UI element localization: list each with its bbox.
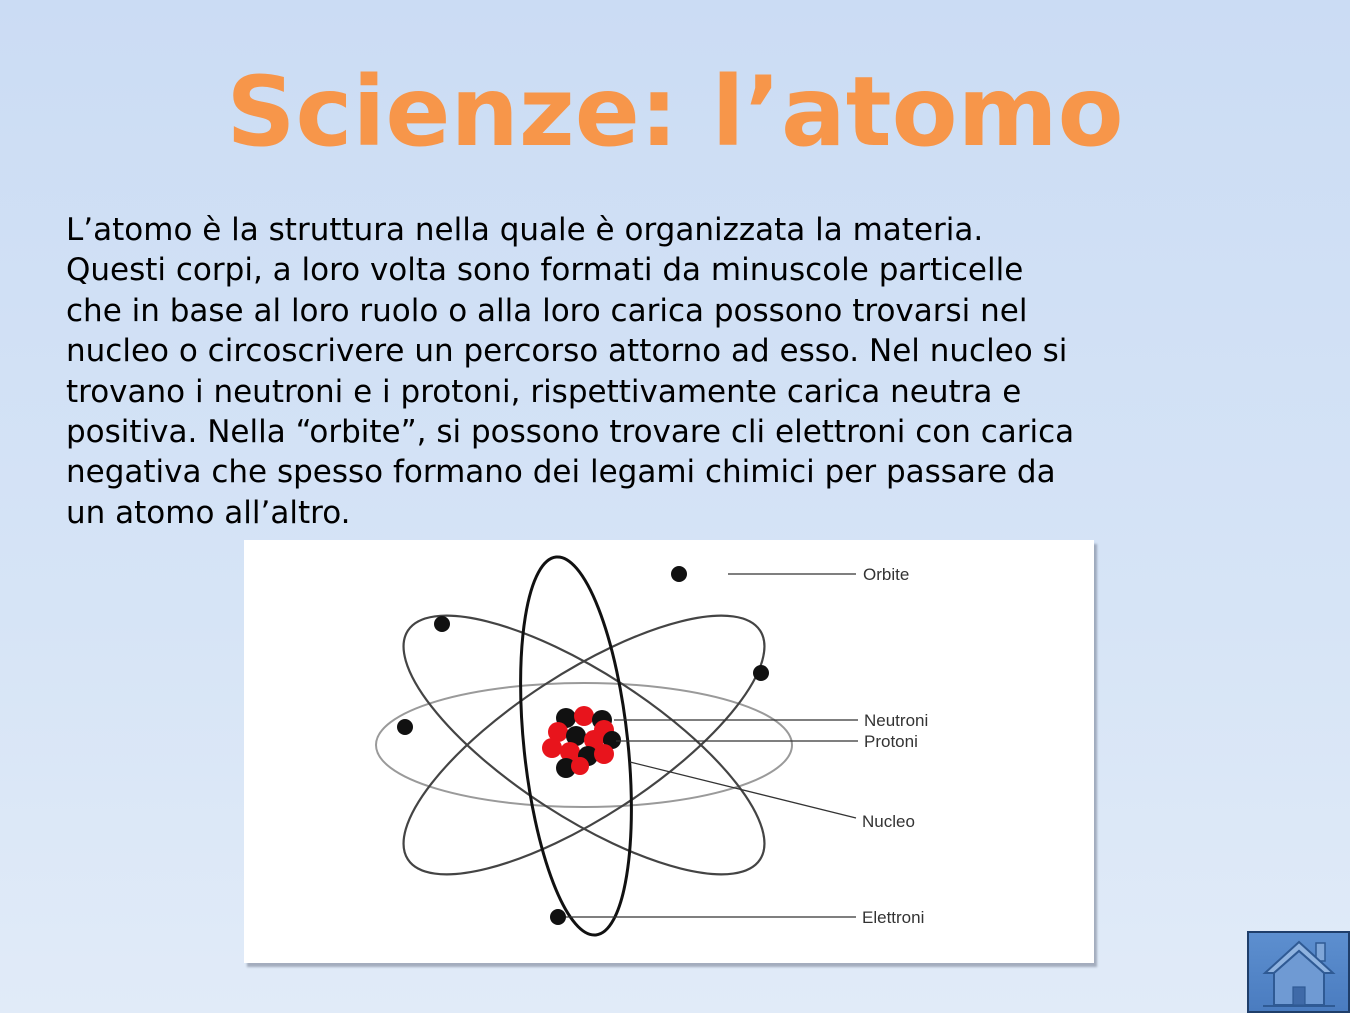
atom-diagram	[244, 540, 1094, 963]
label-nucleo: Nucleo	[862, 812, 915, 831]
electron	[753, 665, 769, 681]
leader-line-nucleo	[630, 762, 856, 818]
label-neutroni: Neutroni	[864, 711, 929, 730]
proton	[594, 744, 614, 764]
nucleus	[542, 706, 621, 778]
proton	[542, 738, 562, 758]
electron	[397, 719, 413, 735]
home-button[interactable]	[1247, 931, 1350, 1013]
electron	[671, 566, 687, 582]
label-protoni: Protoni	[864, 732, 918, 751]
orbit-tilted-right	[369, 570, 800, 920]
slide-body-text: L’atomo è la struttura nella quale è organizzata la materia. Questi corpi, a loro volta sono formati da minuscole particelle che in base al loro ruolo o alla loro carica possono trovarsi nel nucleo o circoscrivere un percorso attorno ad esso. Nel nucleo si trovano i neutroni e i protoni, rispettivamente carica neutra e positiva. Nella “orbite”, si possono trovare cli elettroni con carica negativa che spesso formano dei legami chimici per passare da un atomo all’altro.	[66, 212, 1075, 531]
electron	[550, 909, 566, 925]
orbit-tilted-left	[369, 570, 800, 920]
proton	[571, 757, 589, 775]
slide-title: Scienze: l’atomo	[226, 56, 1124, 168]
proton	[574, 706, 594, 726]
electron	[434, 616, 450, 632]
home-icon	[1249, 933, 1348, 1011]
label-orbite: Orbite	[863, 565, 910, 584]
atom-diagram-svg	[244, 540, 1094, 963]
orbit-horizontal	[376, 683, 792, 807]
label-elettroni: Elettroni	[862, 908, 925, 927]
